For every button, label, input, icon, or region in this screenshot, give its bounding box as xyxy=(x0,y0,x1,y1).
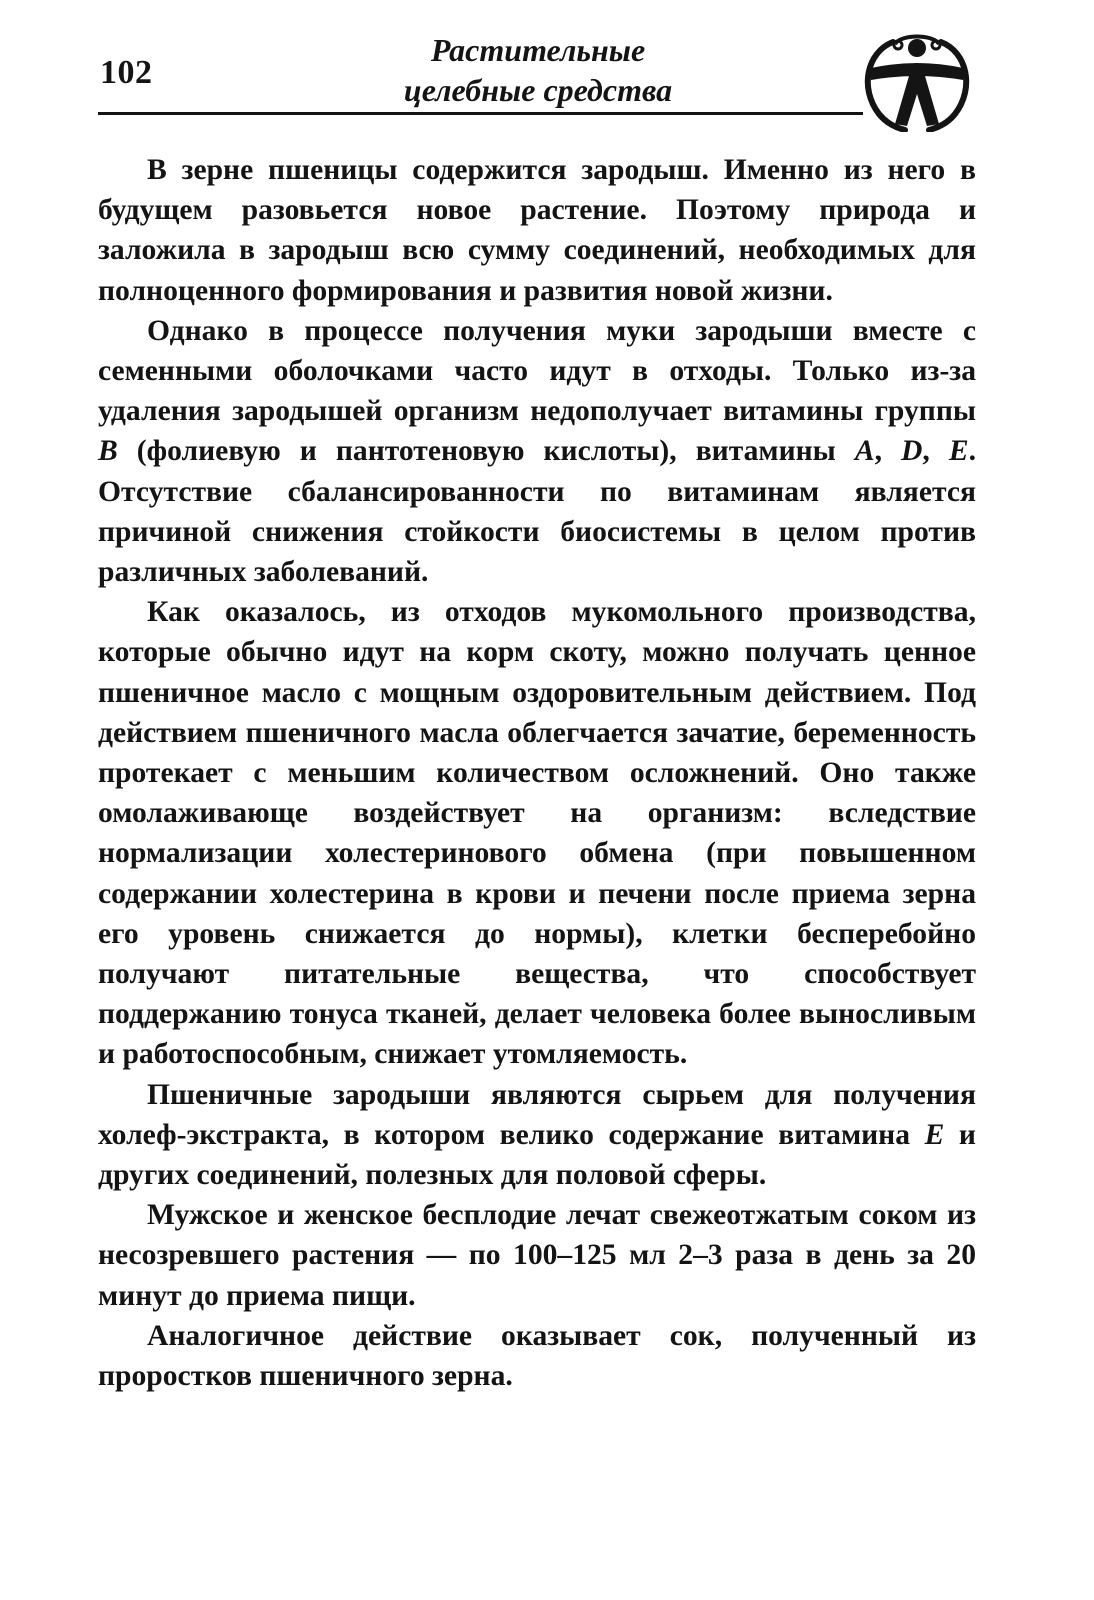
vitamin-letter: D xyxy=(901,435,923,468)
paragraph-3: Как оказалось, из отходов мукомольного производства, которые обычно идут на корм скоту, можно получать ценное пшеничное масло с мощным оздоровительным действием. Под действием пшеничного масла облегчается зачатие, беременность протекает с меньшим количеством осложнений. Оно также омолаживающе воздействует на организм: вследствие нормализации холестеринового обмена (при повышенном содержании холестерина в крови и печени после приема зерна его уровень снижается до нормы), клетки бесперебойно получают питательные вещества, что способствует поддержанию тонуса тканей, делает человека более выносливым и работоспособным, снижает утомляемость. xyxy=(98,596,976,1071)
paragraph-1: В зерне пшеницы содержится зародыш. Именно из него в будущем разовьется новое растение. Поэтому природа и заложила в зародыш всю сумму соединений, необходимых для полноценного формирования и развития новой жизни. xyxy=(98,154,976,307)
text-run: и других соединений, полезных для половой сферы. xyxy=(98,1118,976,1192)
vitamin-letter: E xyxy=(948,435,969,468)
text-run: Пшеничные зародыши являются сырьем для получения холеф-экстракта, в котором велико содержание витамина xyxy=(98,1078,976,1151)
page-number: 102 xyxy=(100,54,153,91)
header-rule xyxy=(98,112,863,115)
running-title-line-2: целебные средства xyxy=(403,72,673,108)
paragraph-2 xyxy=(98,311,976,592)
text-run: . Отсутствие сбалансированности по витаминам является причиной снижения стойкости биосистемы в целом против различных заболеваний. xyxy=(98,435,977,589)
vitamin-letter: E xyxy=(924,1118,945,1151)
running-title xyxy=(368,30,708,110)
body-text xyxy=(98,150,976,1396)
text-run: , xyxy=(874,435,902,468)
text-run: (фолиевую и пантотеновую кислоты), витамины xyxy=(117,435,855,468)
running-title-line-1: Растительные xyxy=(430,32,646,68)
page-header xyxy=(98,22,998,122)
paragraph-4 xyxy=(98,1075,976,1196)
stylized-figure-in-circle-icon xyxy=(853,28,981,132)
text-run: , xyxy=(922,435,949,468)
paragraph-6: Аналогичное действие оказывает сок, полученный из проростков пшеничного зерна. xyxy=(98,1319,976,1393)
paragraph-5: Мужское и женское бесплодие лечат свежеотжатым соком из несозревшего растения — по 100–125 мл 2–3 раза в день за 20 минут до приема пищи. xyxy=(98,1199,976,1312)
vitamin-letter: B xyxy=(98,435,118,468)
text-run: Однако в процессе получения муки зародыши вместе с семенными оболочками часто идут в отходы. Только из-за удаления зародышей организм недополучает витамины группы xyxy=(98,314,976,428)
vitamin-letter: A xyxy=(854,435,875,468)
